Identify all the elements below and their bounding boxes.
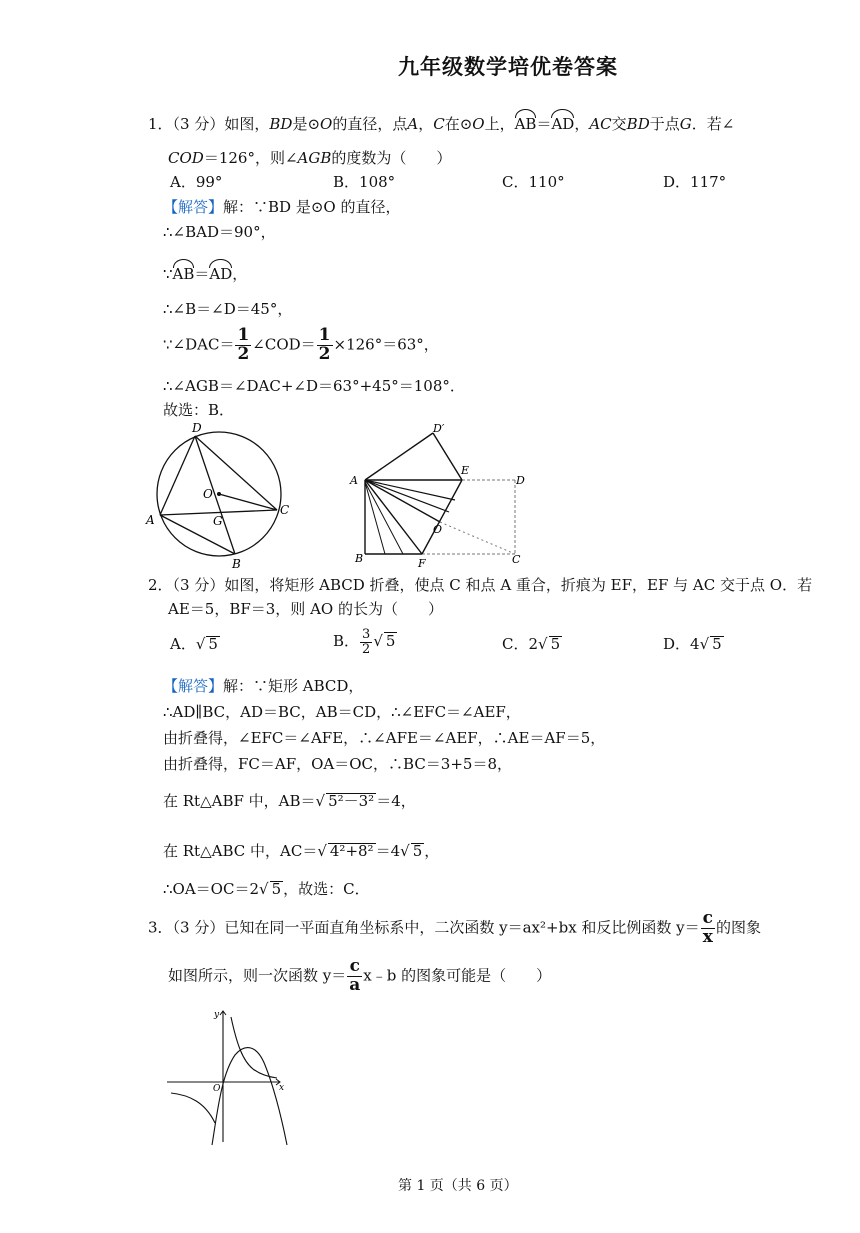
fraction-half: $\frac{1}{2}$ [237,325,250,364]
figure-rectangle [345,420,535,570]
arc-ad: AD [551,115,575,133]
q1-option-c: C．110° [502,173,565,191]
fig3-label-origin: O [213,1084,221,1094]
fig2-label-d: D [516,474,525,487]
fig2-label-dprime: D′ [433,422,445,435]
q1-solution-line4: ∴∠B＝∠D＝45°， [163,300,293,318]
figure-circle [140,418,300,573]
page-title: 九年级数学培优卷答案 [398,54,618,79]
q2-option-c: C．2√ 5 [502,635,561,653]
fig3-label-x: x [279,1083,285,1093]
q1-solution-line2: ∴∠BAD＝90°， [163,223,276,241]
fig3-label-y: y [214,1010,220,1020]
fraction-half: $\frac{1}{2}$ [318,325,331,364]
q2-option-d: D．4√ 5 [663,635,722,653]
q1-solution-line3: ∵AB＝AD， [163,265,248,283]
fig2-label-a: A [350,474,358,487]
fig2-label-e: E [461,464,470,477]
q2-option-b: B． $\frac{3}{2}$ √ 5 [333,627,396,657]
fig1-label-d: D [192,421,202,435]
q2-solution-line3: 由折叠得，∠EFC＝∠AFE，∴∠AFE＝∠AEF，∴AE＝AF＝5， [163,729,606,747]
q1-solution-line5: ∵∠DAC＝ $\frac{1}{2}$ ∠COD＝ $\frac{1}{2}$ ×126°＝63°， [163,325,439,364]
fig2-label-c: C [512,553,521,566]
q3-stem-line1: 3．（3 分）已知在同一平面直角坐标系中，二次函数 y＝ax²+bx 和反比例函数 y＝ $\frac{c}{x}$ 的图象 [148,908,762,947]
fig1-label-g: G [213,514,223,528]
fig2-label-b: B [355,552,364,565]
fraction-c-over-x: $\frac{c}{x}$ [702,908,714,947]
q2-option-a: A．√ 5 [170,635,218,653]
q1-solution-line6: ∴∠AGB＝∠DAC+∠D＝63°+45°＝108°． [163,377,465,395]
q1-stem-line2: COD＝126°，则∠AGB的度数为（ ） [168,149,452,167]
page-footer: 第 1 页（共 6 页） [398,1178,518,1194]
fig2-label-f: F [418,557,426,570]
q1-solution-line1: 【解答】解：∵BD 是⊙O 的直径， [163,198,401,216]
q1-option-d: D．117° [663,173,727,191]
q2-solution-line7: ∴OA＝OC＝2√ 5 ，故选：C． [163,880,370,898]
q2-solution-line1: 【解答】解：∵矩形 ABCD， [163,677,364,695]
q1-solution-line7: 故选：B． [163,401,235,419]
q2-solution-line6: 在 Rt△ABC 中，AC＝√ 4²+8² ＝4√ 5 ， [163,842,440,860]
figure-graph [165,1005,295,1147]
q2-solution-line5: 在 Rt△ABF 中，AB＝√ 5²－3² ＝4， [163,792,416,810]
q2-solution-line4: 由折叠得，FC＝AF，OA＝OC，∴BC＝3+5＝8， [163,755,513,773]
fig1-label-c: C [280,503,290,517]
q3-stem-line2: 如图所示，则一次函数 y＝ $\frac{c}{a}$ x﹣b 的图象可能是（ ） [168,956,552,995]
q1-stem-line1: 1．（3 分）如图，BD是⊙O的直径，点A，C在⊙O上，AB＝AD，AC交BD于点G．若∠ [148,115,735,133]
q1-option-b: B．108° [333,173,396,191]
fig1-label-o: O [203,487,213,501]
fig1-label-b: B [232,557,241,571]
q1-option-a: A．99° [170,173,223,191]
q2-stem-line2: AE＝5，BF＝3，则 AO 的长为（ ） [168,600,443,618]
fig1-label-a: A [146,513,155,527]
q2-stem-line1: 2．（3 分）如图，将矩形 ABCD 折叠，使点 C 和点 A 重合，折痕为 EF，EF 与 AC 交于点 O．若 [148,576,813,594]
fig2-label-o: O [433,523,443,536]
arc-ab: AB [514,115,537,133]
q2-solution-line2: ∴AD∥BC，AD＝BC，AB＝CD，∴∠EFC＝∠AEF， [163,703,521,721]
fraction-c-over-a: $\frac{c}{a}$ [349,956,361,995]
